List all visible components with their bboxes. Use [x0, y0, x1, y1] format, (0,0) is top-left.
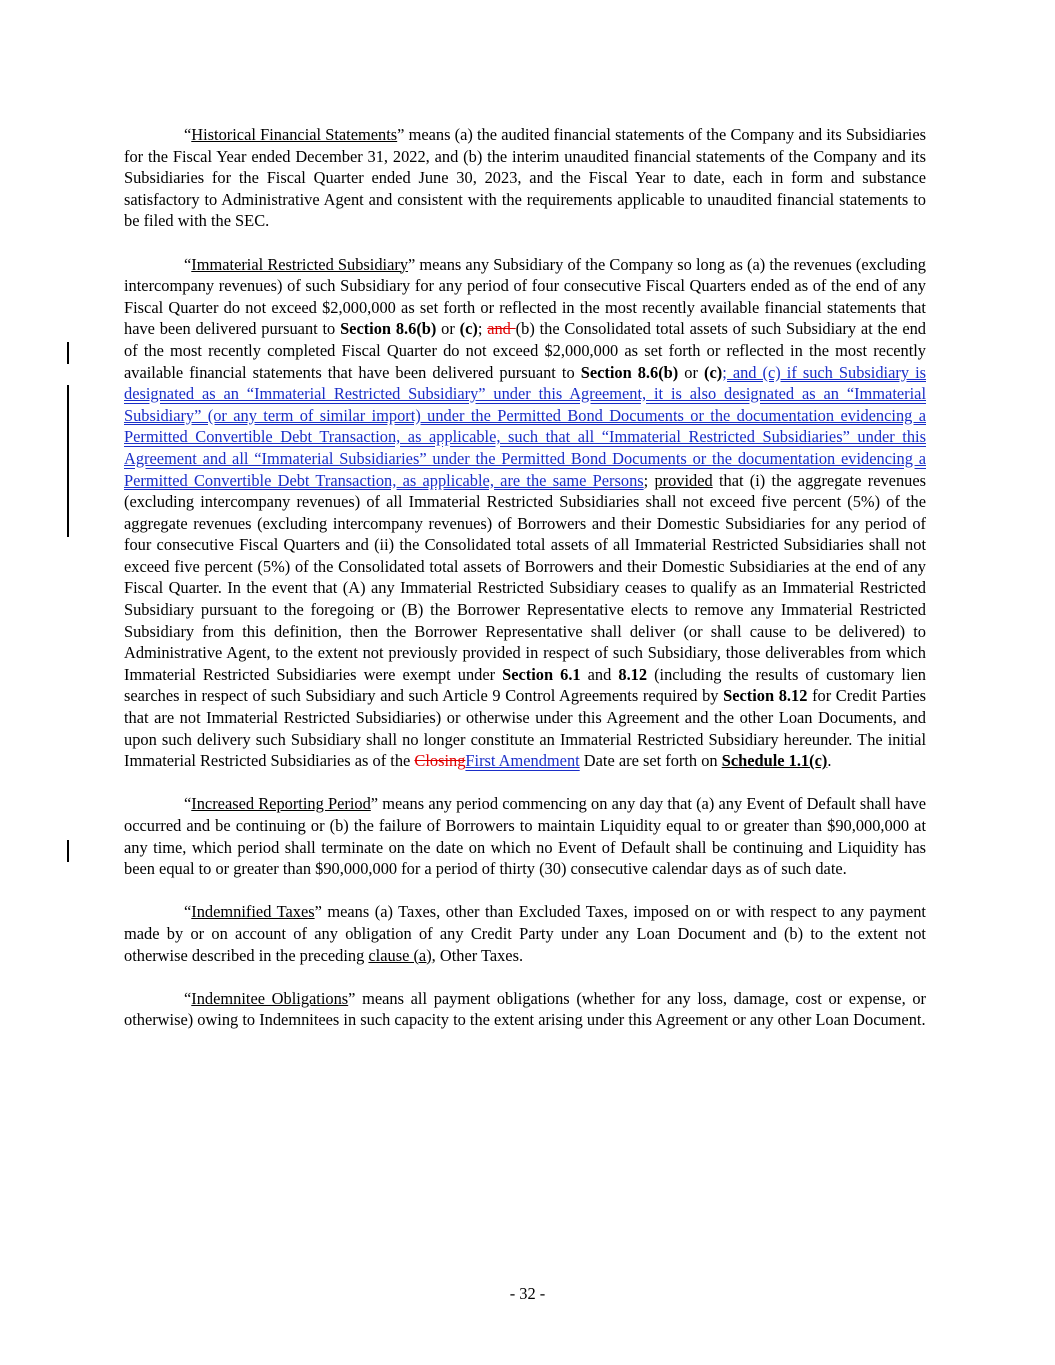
open-quote: “ [184, 254, 192, 274]
change-bar [67, 840, 69, 862]
definition-text: , Other Taxes. [431, 945, 524, 965]
definition-text: . [827, 751, 832, 771]
section-reference: Section 6.1 [502, 664, 581, 684]
section-reference: (c) [704, 362, 723, 382]
page-number: - 32 - [509, 1284, 546, 1303]
definition-text: ” means (a) the audited financial statements of the Company and its Subsidiaries for the Fiscal Year ended December 31, 2022, and (b) the interim unaudited financial statements of the Company and its Subsidiaries for the Fiscal Quarter ended June 30, 2023, and the Fiscal Year to date, each in form and substance satisfactory to Administrative Agent and consistent with the requirements applicable to unaudited financial statements to be filed with the SEC. [124, 125, 926, 231]
definition-text: (b) the Consolidated total assets of such Subsidiary at the end of the most recently completed Fiscal Quarter do not exceed $2,000,000 as set forth or reflected in the most recently available financial statements that have been delivered pursuant to [124, 319, 927, 382]
inserted-text: ; and (c) if such Subsidiary is designated as an “Immaterial Restricted Subsidiary” under this Agreement, it is also designated as an “Immaterial Subsidiary” (or any term of similar import) under the Permitted Bond Documents or the documentation evidencing a Permitted Convertible Debt Transaction, as applicable, such that all “Immaterial Restricted Subsidiaries” under this Agreement and all “Immaterial Subsidiaries” under the Permitted Bond Documents or the documentation evidencing a Permitted Convertible Debt Transaction, as applicable, are the same Persons [124, 362, 926, 490]
defined-term: Indemnified Taxes [191, 902, 315, 922]
open-quote: “ [184, 902, 192, 922]
definition-text: (including the results of customary lien searches in respect of such Subsidiary and such Article 9 Control Agreements required by [124, 664, 926, 706]
definition-text: Date are set forth on [579, 751, 722, 771]
definition-increased-reporting-period [124, 793, 926, 879]
definition-text: or [436, 319, 460, 339]
definition-text: ” means all payment obligations (whether for any loss, damage, cost or expense, or otherwise) owing to Indemnitees in such capacity to the extent arising under this Agreement or any other Loan Document. [124, 988, 927, 1030]
definition-immaterial-restricted-subsidiary [124, 254, 926, 772]
schedule-reference: Schedule 1.1(c) [721, 751, 828, 771]
change-bar [67, 385, 69, 537]
definition-text: that (i) the aggregate revenues (excluding intercompany revenues) of all Immaterial Restricted Subsidiaries shall not exceed five percent (5%) of the aggregate revenues (excluding intercompany revenues) of Borrowers and their Domestic Subsidiaries for any period of four consecutive Fiscal Quarters and (ii) the Consolidated total assets of all Immaterial Restricted Subsidiaries shall not exceed five percent (5%) of the Consolidated total assets of Borrowers and their Domestic Subsidiaries at the end of any Fiscal Quarter. In the event that (A) any Immaterial Restricted Subsidiary ceases to qualify as an Immaterial Restricted Subsidiary pursuant to the foregoing or (B) the Borrower Representative elects to remove any Immaterial Restricted Subsidiary from this definition, then the Borrower Representative shall deliver (or shall cause to be delivered) to Administrative Agent, to the extent not previously provided in respect of such Subsidiary, those deliverables from which Immaterial Restricted Subsidiaries were exempt under [124, 470, 926, 684]
definition-text: ” means any Subsidiary of the Company so long as (a) the revenues (excluding intercompany revenues) of such Subsidiary for any period of four consecutive Fiscal Quarters ended as of the end of any Fiscal Quarter do not exceed $2,000,000 as set forth or reflected in the most recently available financial statements that have been delivered pursuant to [124, 254, 926, 339]
definition-text: or [678, 362, 705, 382]
clause-reference: clause (a) [368, 945, 432, 965]
definition-text: for Credit Parties that are not Immaterial Restricted Subsidiaries) or otherwise under this Agreement and the other Loan Documents, and upon such delivery such Subsidiary shall no longer constitute an Immaterial Restricted Subsidiary hereunder. The initial Immaterial Restricted Subsidiaries as of the [124, 686, 927, 771]
definition-indemnitee-obligations [124, 988, 926, 1031]
definition-historical-financial-statements [124, 124, 926, 232]
provided-term: provided [654, 470, 713, 490]
inserted-text: First Amendment [465, 751, 580, 771]
section-reference: 8.12 [618, 664, 648, 684]
open-quote: “ [184, 988, 192, 1008]
definition-text: ” means any period commencing on any day that (a) any Event of Default shall have occurred and be continuing or (b) the failure of Borrowers to maintain Liquidity equal to or greater than $90,000,000 at any time, which period shall terminate on the date on which no Event of Default shall be continuing and Liquidity has been equal to or greater than $90,000,000 for a period of thirty (30) consecutive calendar days as of such date. [124, 794, 926, 879]
section-reference: (c) [459, 319, 478, 339]
definition-text: and [580, 664, 619, 684]
defined-term: Indemnitee Obligations [191, 988, 349, 1008]
open-quote: “ [184, 794, 192, 814]
document-body [124, 124, 926, 1053]
section-reference: Section 8.6(b) [580, 362, 679, 382]
definition-indemnified-taxes [124, 901, 926, 966]
defined-term: Increased Reporting Period [191, 794, 371, 814]
definition-text: ” means (a) Taxes, other than Excluded Taxes, imposed on or with respect to any payment made by or on account of any obligation of any Credit Party under any Loan Document and (b) to the extent not otherwise described in the preceding [124, 902, 926, 965]
deleted-text: and [487, 319, 516, 339]
section-reference: Section 8.6(b) [340, 319, 437, 339]
definition-text: ; [643, 470, 655, 490]
open-quote: “ [184, 125, 192, 144]
change-bar [67, 342, 69, 364]
defined-term: Historical Financial Statements [191, 125, 398, 144]
deleted-text: Closing [414, 751, 466, 771]
section-reference: Section 8.12 [723, 686, 808, 706]
definition-text: ; [477, 319, 488, 339]
defined-term: Immaterial Restricted Subsidiary [191, 254, 409, 274]
